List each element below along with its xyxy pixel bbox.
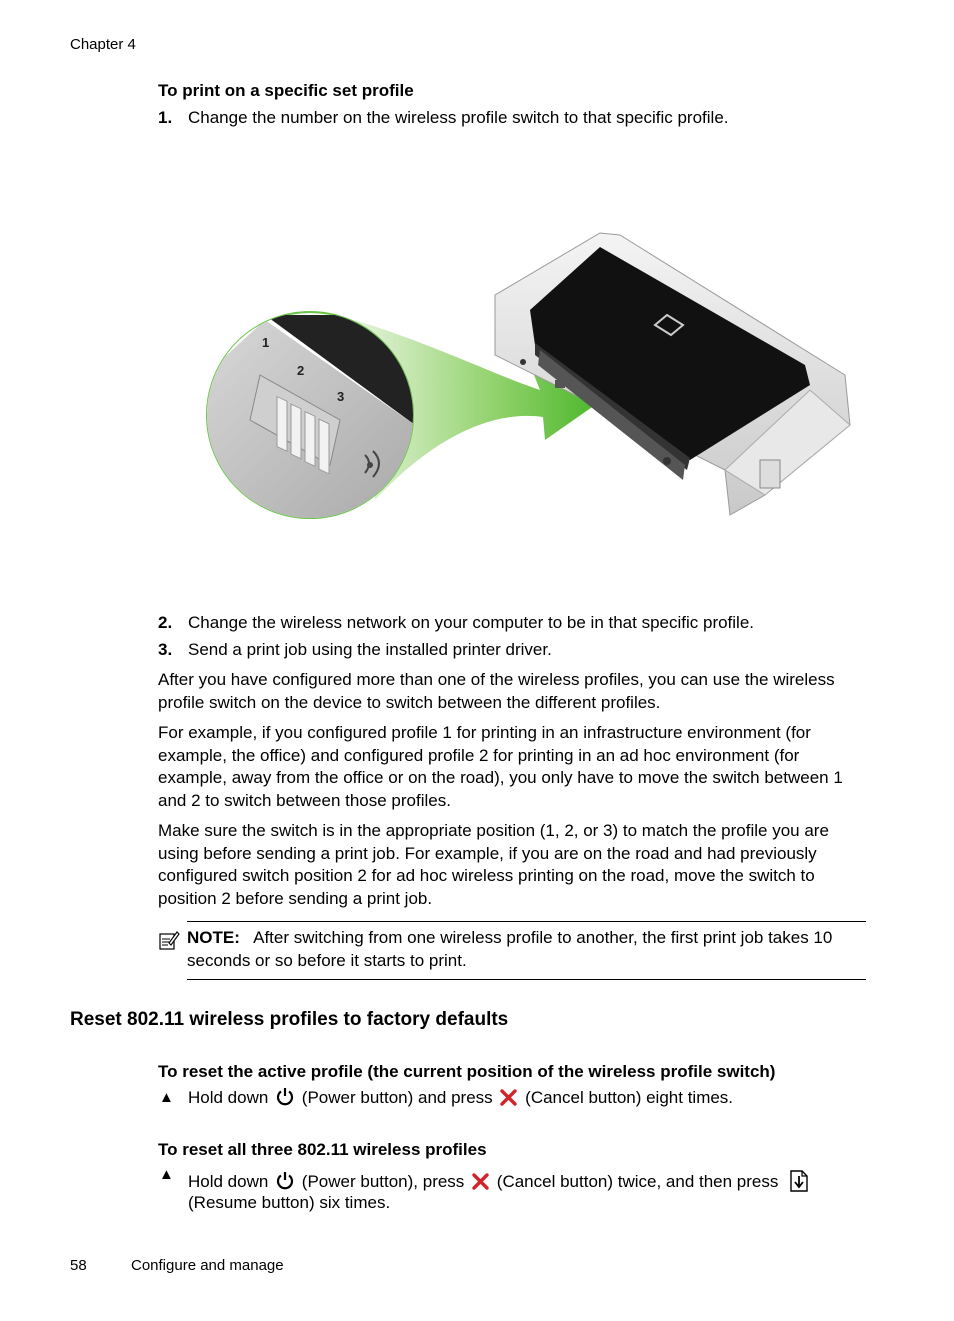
chapter-label: Chapter 4 <box>70 36 136 53</box>
step-text: (Power button) and press <box>301 1088 493 1107</box>
step-number: 3. <box>158 640 173 659</box>
resume-button-icon <box>789 1169 809 1193</box>
step-text: (Cancel button) twice, and then press <box>496 1172 779 1191</box>
step-number: 1. <box>158 108 173 127</box>
step-number: 2. <box>158 613 173 632</box>
cancel-button-icon <box>499 1088 518 1107</box>
procedure-step <box>188 1087 733 1108</box>
step-text: (Power button), press <box>301 1172 465 1191</box>
step-text: Hold down <box>188 1172 269 1191</box>
procedure-step <box>188 1169 811 1193</box>
cancel-button-icon <box>471 1172 490 1191</box>
power-button-icon <box>275 1087 295 1107</box>
procedure-title: To print on a specific set profile <box>158 81 414 100</box>
step-text: (Resume button) six times. <box>188 1193 391 1212</box>
step-text: Change the wireless network on your computer to be in that specific profile. <box>188 613 755 632</box>
bullet-triangle: ▲ <box>159 1089 174 1106</box>
power-button-icon <box>275 1171 295 1191</box>
step-text: Change the number on the wireless profile switch to that specific profile. <box>188 108 729 127</box>
paragraph: Make sure the switch is in the appropriate position (1, 2, or 3) to match the profile you are using before sending a print job. For example, if you are on the road and had previously configured switch position 2 for ad hoc wireless printing on the road, move the switch to position 2 before sending a print job. <box>158 821 829 908</box>
paragraph: For example, if you configured profile 1 for printing in an infrastructure environment (for example, the office) and configured profile 2 for printing in an ad hoc environment (for example, away from the office or on the road), you only have to move the switch between 1 and 2 to switch between those profiles. <box>158 723 843 810</box>
note-top-rule <box>187 921 866 922</box>
note-text: After switching from one wireless profile to another, the first print job takes 10 seconds or so before it starts to print. <box>187 928 833 970</box>
procedure-title: To reset all three 802.11 wireless profiles <box>158 1140 487 1159</box>
paragraph: After you have configured more than one of the wireless profiles, you can use the wireless profile switch on the device to switch between the different profiles. <box>158 670 835 712</box>
note-icon <box>158 929 180 951</box>
switch-label-1: 1 <box>262 335 270 350</box>
switch-label-3: 3 <box>337 389 345 404</box>
note-label: NOTE: <box>187 928 240 947</box>
printer <box>495 233 850 515</box>
step-text: Send a print job using the installed printer driver. <box>188 640 552 659</box>
section-title: Reset 802.11 wireless profiles to factory defaults <box>70 1009 509 1030</box>
printer-switch-illustration <box>205 225 860 525</box>
switch-zoom-circle <box>205 312 415 525</box>
step-text: (Cancel button) eight times. <box>525 1088 734 1107</box>
footer-section: Configure and manage <box>131 1257 284 1274</box>
page-number: 58 <box>70 1257 87 1274</box>
step-text: Hold down <box>188 1088 269 1107</box>
note-block <box>187 927 867 972</box>
procedure-title: To reset the active profile (the current position of the wireless profile switch) <box>158 1062 776 1081</box>
bullet-triangle: ▲ <box>159 1166 174 1183</box>
switch-label-2: 2 <box>297 363 305 378</box>
note-bottom-rule <box>187 979 866 980</box>
